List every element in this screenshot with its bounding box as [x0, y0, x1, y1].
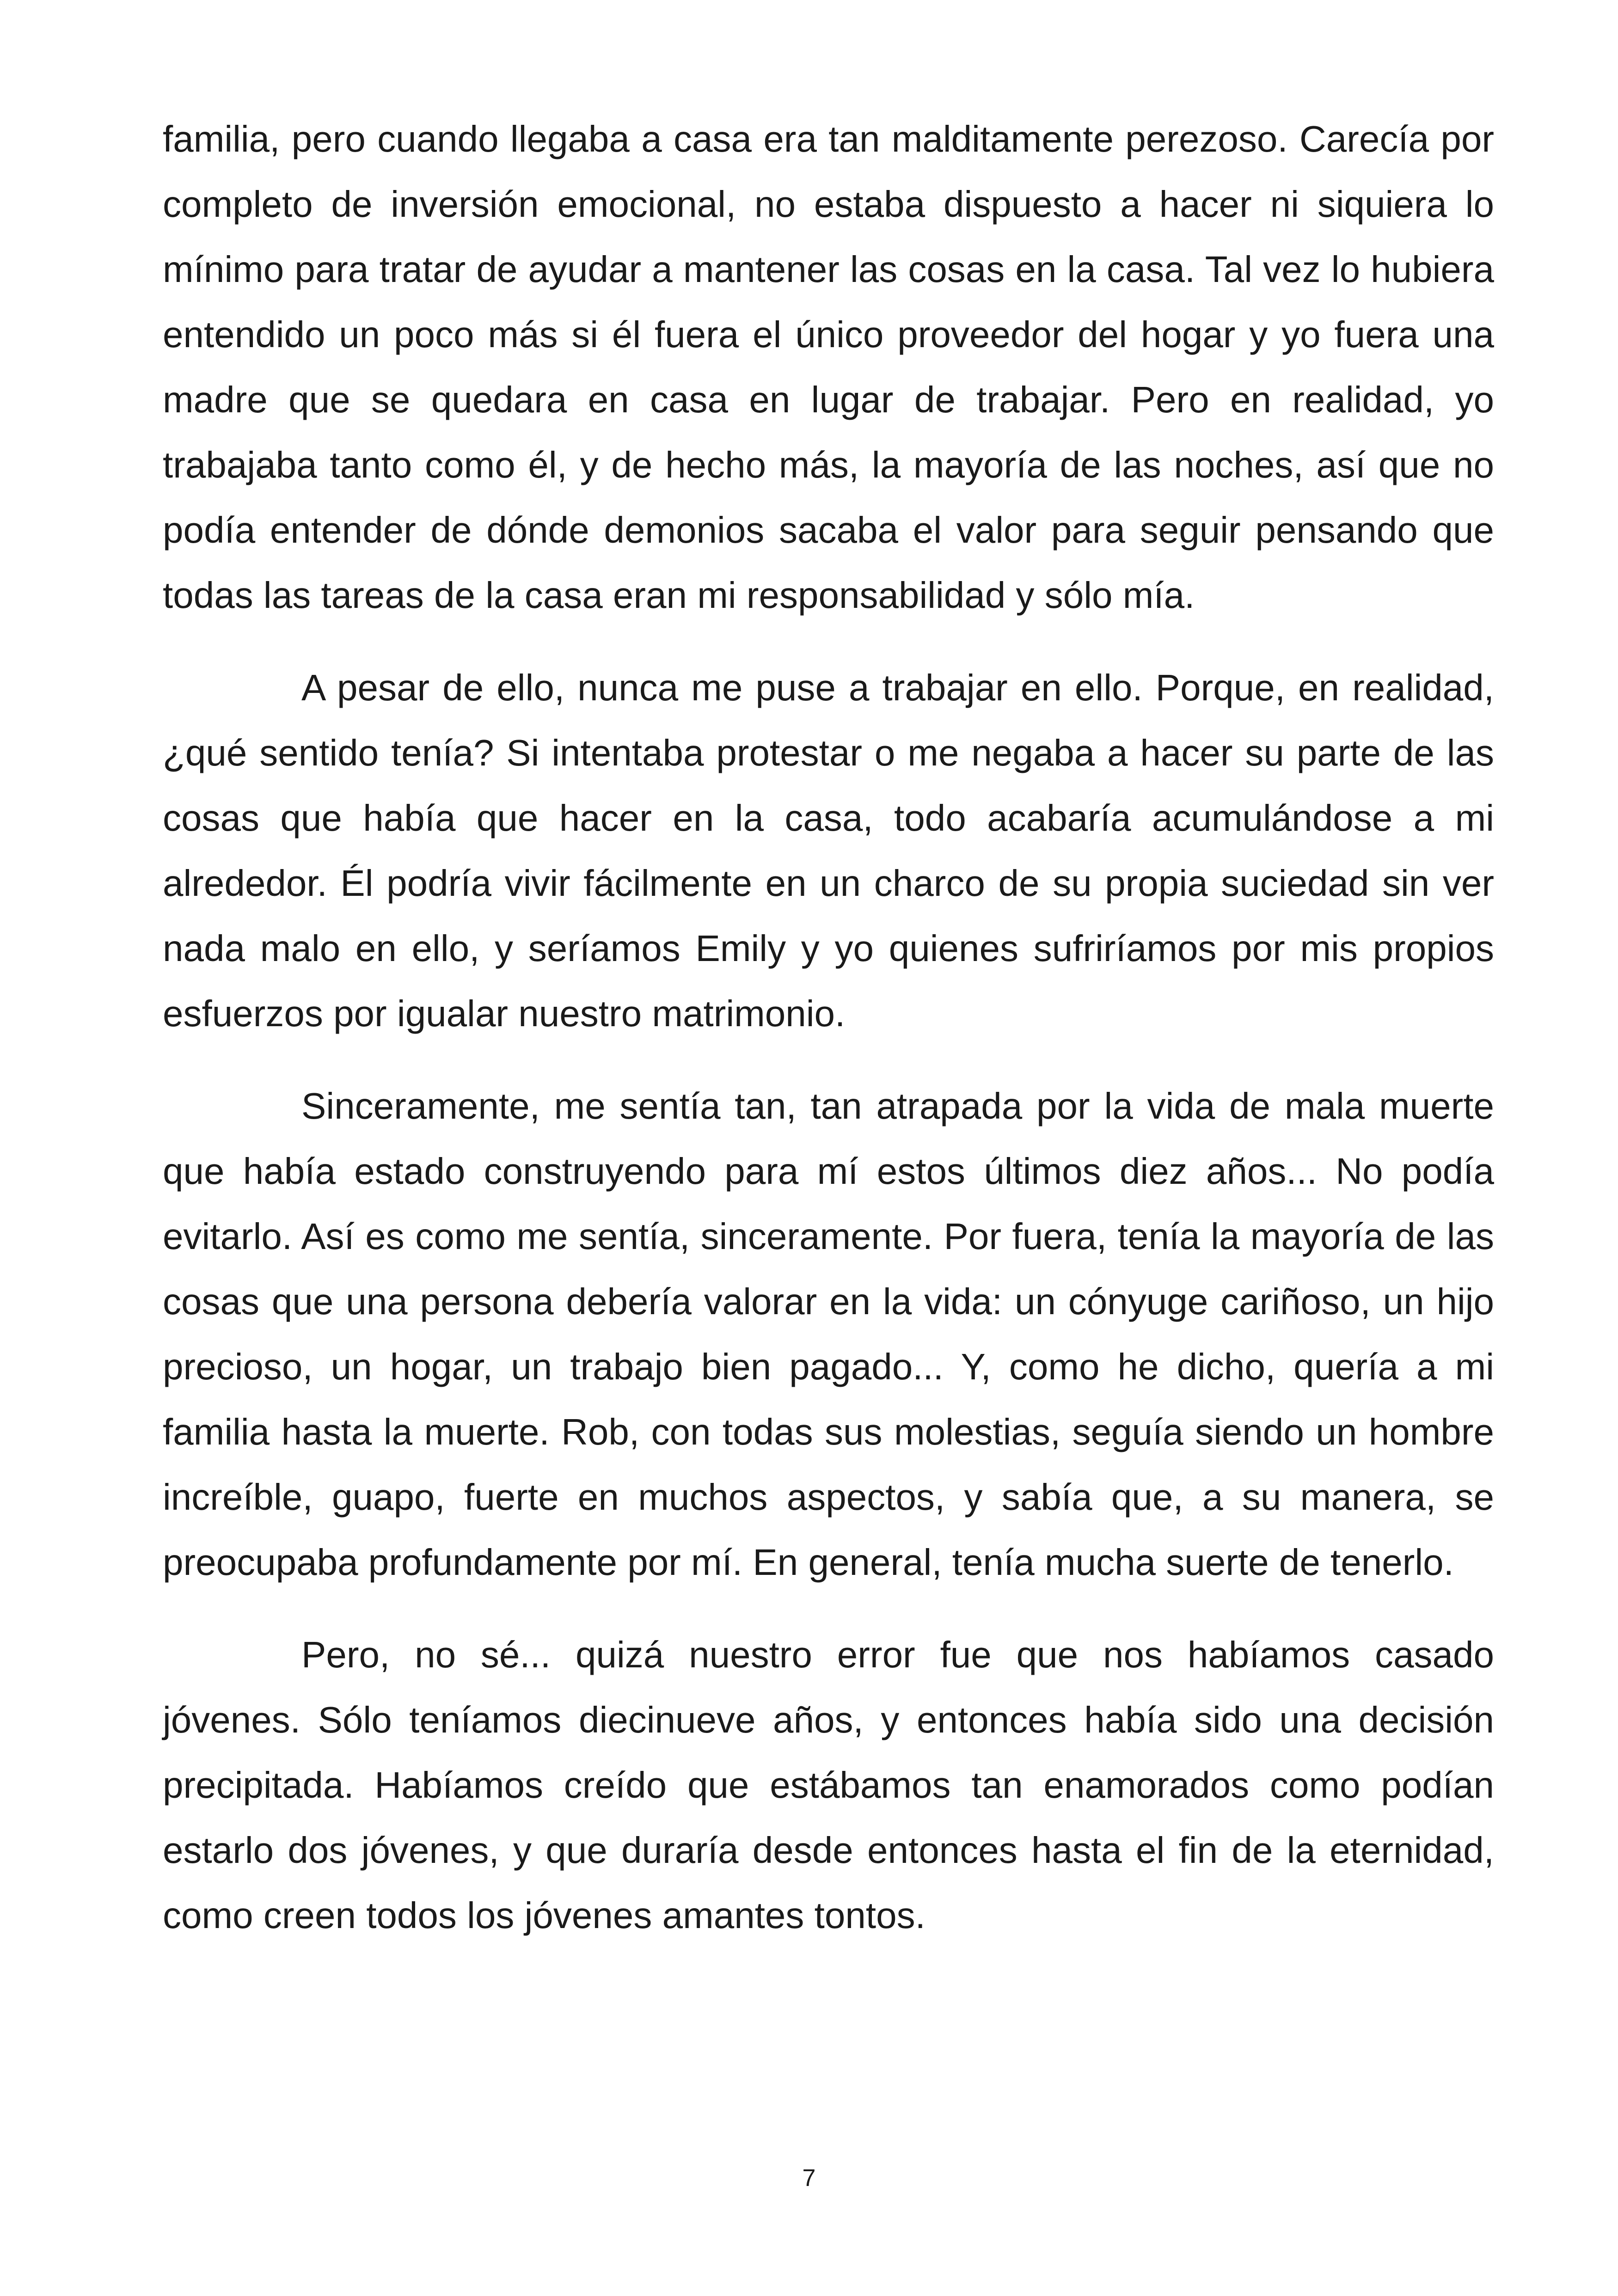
- paragraph-1: familia, pero cuando llegaba a casa era tan malditamente perezoso. Carecía por completo de inversión emocional, no estaba dispuesto a hacer ni siquiera lo mínimo para tratar de ayudar a mantener las cosas en la casa. Tal vez lo hubiera entendido un poco más si él fuera el único proveedor del hogar y yo fuera una madre que se quedara en casa en lugar de trabajar. Pero en realidad, yo trabajaba tanto como él, y de hecho más, la mayoría de las noches, así que no podía entender de dónde demonios sacaba el valor para seguir pensando que todas las tareas de la casa eran mi responsabilidad y sólo mía.: [163, 118, 1494, 616]
- paragraph-2: A pesar de ello, nunca me puse a trabajar en ello. Porque, en realidad, ¿qué sentido tenía? Si intentaba protestar o me negaba a hacer su parte de las cosas que había que hacer en la casa, todo acabaría acumulándose a mi alrededor. Él podría vivir fácilmente en un charco de su propia suciedad sin ver nada malo en ello, y seríamos Emily y yo quienes sufriríamos por mis propios esfuerzos por igualar nuestro matrimonio.: [163, 667, 1494, 1034]
- paragraph-3: Sinceramente, me sentía tan, tan atrapada por la vida de mala muerte que había estado construyendo para mí estos últimos diez años... No podía evitarlo. Así es como me sentía, sinceramente. Por fuera, tenía la mayoría de las cosas que una persona debería valorar en la vida: un cónyuge cariñoso, un hijo precioso, un hogar, un trabajo bien pagado... Y, como he dicho, quería a mi familia hasta la muerte. Rob, con todas sus molestias, seguía siendo un hombre increíble, guapo, fuerte en muchos aspectos, y sabía que, a su manera, se preocupaba profundamente por mí. En general, tenía mucha suerte de tenerlo.: [163, 1085, 1494, 1583]
- body-text: [163, 106, 1494, 1948]
- page-number: 7: [802, 2165, 816, 2192]
- paragraph-4: Pero, no sé... quizá nuestro error fue que nos habíamos casado jóvenes. Sólo teníamos diecinueve años, y entonces había sido una decisión precipitada. Habíamos creído que estábamos tan enamorados como podían estarlo dos jóvenes, y que duraría desde entonces hasta el fin de la eternidad, como creen todos los jóvenes amantes tontos.: [163, 1634, 1494, 1936]
